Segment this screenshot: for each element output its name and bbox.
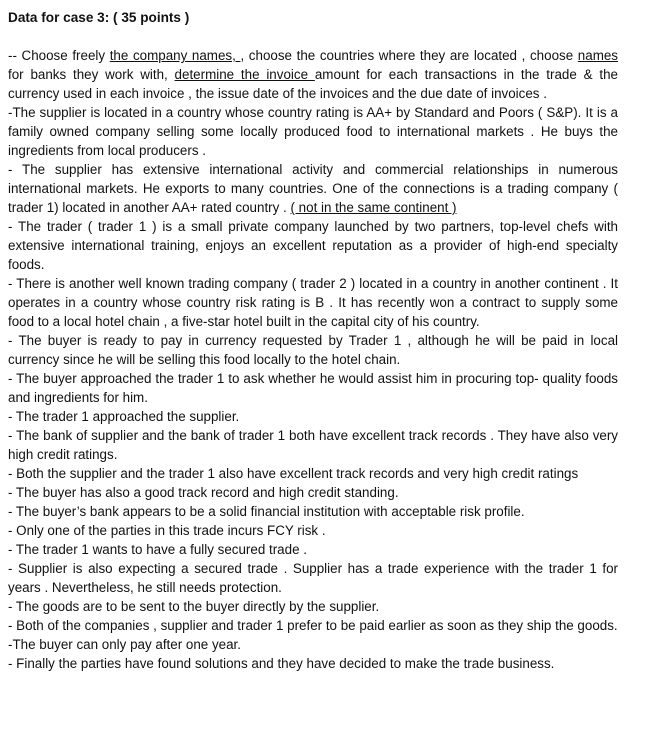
case-title: Data for case 3: ( 35 points ) (8, 10, 190, 25)
one-year-paragraph: -The buyer can only pay after one year. (8, 637, 241, 652)
supplier-experience-paragraph: - Supplier is also expecting a secured trade . Supplier has a trade experience with the trader 1 for years . Nevertheless, he still needs protection. (8, 561, 618, 595)
finally-paragraph: - Finally the parties have found solutions and they have decided to make the trade business. (8, 656, 555, 671)
paid-early-paragraph: - Both of the companies , supplier and trader 1 prefer to be paid earlier as soon as they ship the goods. (8, 618, 618, 633)
underlined-names: names (577, 48, 618, 63)
intro-text-4: for banks they work with, (8, 67, 175, 82)
intro-text-2: , choose the countries where they are located , choose (240, 48, 578, 63)
network-text: - The supplier has extensive international activity and commercial relationships in numerous international markets. He exports to many countries. One of the connections is a trading company ( trader 1) located in another AA+ rated country . (8, 162, 618, 215)
underlined-invoice: determine the invoice (174, 67, 315, 82)
goods-paragraph: - The goods are to be sent to the buyer directly by the supplier. (8, 599, 380, 614)
currency-paragraph: - The buyer is ready to pay in currency requested by Trader 1 , although he will be paid in local currency since he will be selling this food locally to the hotel chain. (8, 333, 618, 367)
underlined-continent-note: ( not in the same continent ) (290, 200, 457, 215)
both-records-paragraph: - Both the supplier and the trader 1 also have excellent track records and very high credit ratings (8, 466, 579, 481)
buyer-record-paragraph: - The buyer has also a good track record and high credit standing. (8, 485, 399, 500)
intro-text-6: amount for each transactions in the trade & the currency used in each invoice , the issue date of the invoices and the due date of invoices . (8, 67, 618, 101)
approach-paragraph: - The buyer approached the trader 1 to ask whether he would assist him in procuring top- quality foods and ingredients for him. (8, 371, 618, 405)
trader2-paragraph: - There is another well known trading company ( trader 2 ) located in a country in another continent . It operates in a country whose country risk rating is B . It has recently won a contract to supply some food to a local hotel chain , a five-star hotel built in the capital city of his country. (8, 276, 618, 329)
network-paragraph (8, 160, 618, 217)
secured-paragraph: - The trader 1 wants to have a fully secured trade . (8, 542, 307, 557)
intro-paragraph (8, 46, 618, 103)
fcy-paragraph: - Only one of the parties in this trade incurs FCY risk . (8, 523, 326, 538)
underlined-company-names: the company names, (109, 48, 241, 63)
case-body (8, 46, 618, 673)
buyer-bank-paragraph: - The buyer’s bank appears to be a solid financial institution with acceptable risk profile. (8, 504, 525, 519)
approached-paragraph: - The trader 1 approached the supplier. (8, 409, 240, 424)
banks-paragraph: - The bank of supplier and the bank of trader 1 both have excellent track records . They have also very high credit ratings. (8, 428, 618, 462)
intro-text-0: -- Choose freely (8, 48, 110, 63)
trader1-paragraph: - The trader ( trader 1 ) is a small private company launched by two partners, top-level chefs with extensive international training, enjoys an excellent reputation as a provider of high-end specialty foods. (8, 219, 618, 272)
rating-paragraph: -The supplier is located in a country whose country rating is AA+ by Standard and Poors ( S&P). It is a family owned company selling some locally produced food to international markets . He buys the ingredients from local producers . (8, 105, 618, 158)
